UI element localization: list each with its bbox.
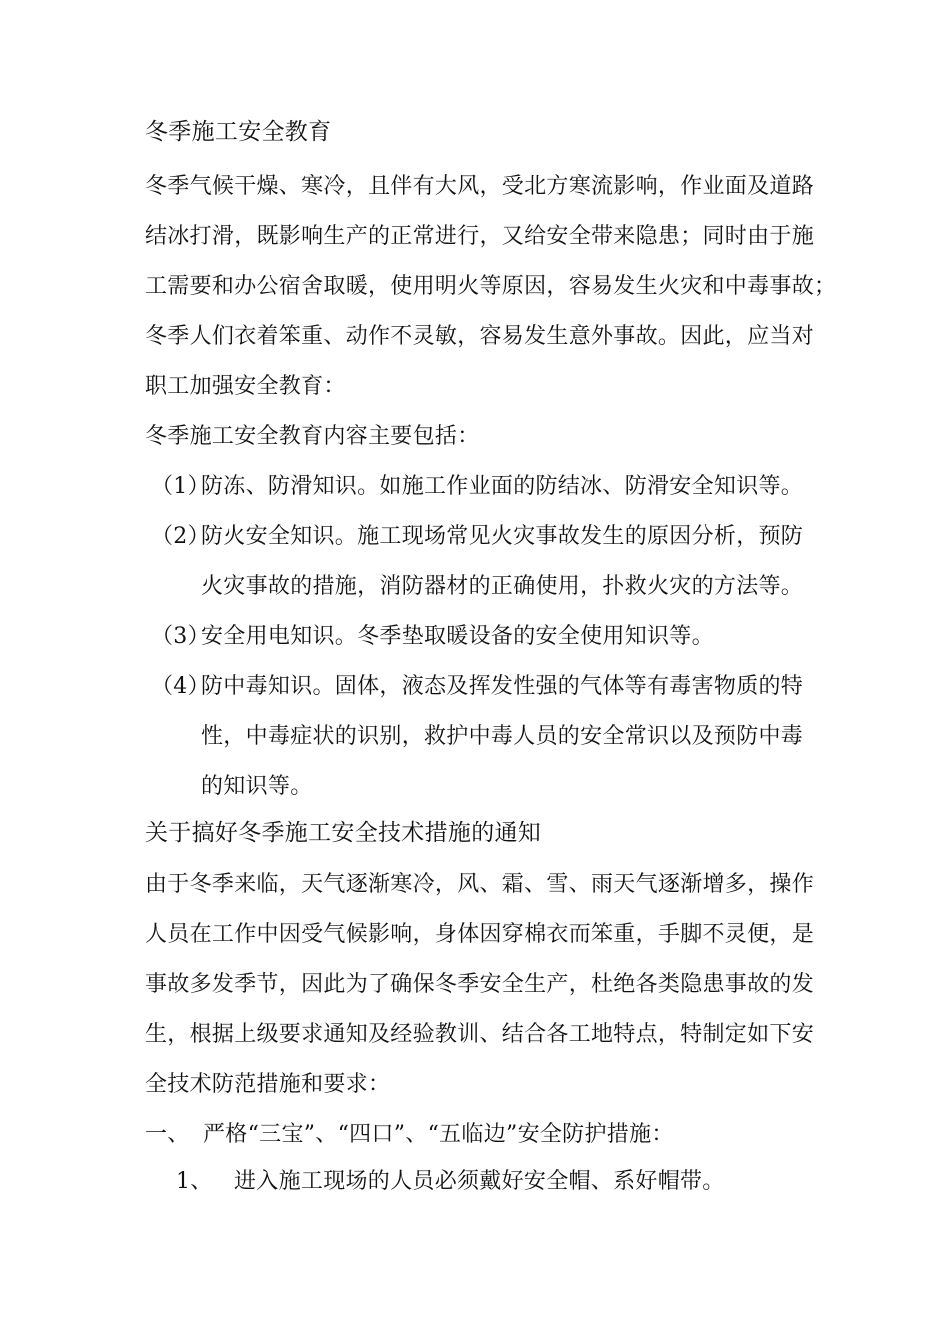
paragraph-line: 冬季气候干燥、寒冷，且伴有大风，受北方寒流影响，作业面及道路 bbox=[145, 174, 815, 199]
list-item-number: （4） bbox=[151, 674, 210, 699]
paragraph-line: 工需要和办公宿舍取暖，使用明火等原因，容易发生火灾和中毒事故； bbox=[145, 274, 837, 299]
list-item bbox=[151, 472, 810, 502]
paragraph-line: 结冰打滑，既影响生产的正常进行，又给安全带来隐患；同时由于施 bbox=[145, 224, 815, 249]
list-item-continuation: 性，中毒症状的识别，救护中毒人员的安全常识以及预防中毒 bbox=[201, 724, 804, 749]
list-item-continuation: 火灾事故的措施，消防器材的正确使用，扑救火灾的方法等。 bbox=[201, 574, 804, 599]
paragraph-line: 冬季人们衣着笨重、动作不灵敏，容易发生意外事故。因此，应当对 bbox=[145, 324, 815, 349]
content-intro: 冬季施工安全教育内容主要包括： bbox=[145, 424, 480, 449]
list-item-text: 防火安全知识。施工现场常见火灾事故发生的原因分析，预防 bbox=[201, 524, 804, 549]
list-item bbox=[151, 622, 810, 652]
list-item-number: （2） bbox=[151, 524, 210, 549]
numbered-item-number: 1、 bbox=[176, 1169, 213, 1194]
paragraph-line: 全技术防范措施和要求： bbox=[145, 1072, 391, 1097]
paragraph-line: 人员在工作中因受气候影响，身体因穿棉衣而笨重，手脚不灵便，是 bbox=[145, 922, 815, 947]
list-item-number: （1） bbox=[151, 474, 210, 499]
paragraph-line: 事故多发季节，因此为了确保冬季安全生产，杜绝各类隐患事故的发 bbox=[145, 972, 815, 997]
paragraph-line: 生，根据上级要求通知及经验教训、结合各工地特点，特制定如下安 bbox=[145, 1022, 815, 1047]
subsection-label: 严格“三宝”、“四口”、“五临边”安全防护措施： bbox=[203, 1122, 674, 1147]
paragraph-line: 由于冬季来临，天气逐渐寒冷，风、霜、雪、雨天气逐渐增多，操作 bbox=[145, 872, 815, 897]
numbered-item-text: 进入施工现场的人员必须戴好安全帽、系好帽带。 bbox=[234, 1169, 725, 1194]
list-item bbox=[151, 672, 810, 702]
list-item-text: 安全用电知识。冬季垫取暖设备的安全使用知识等。 bbox=[201, 624, 714, 649]
subsection-heading bbox=[145, 1120, 810, 1150]
section-title: 关于搞好冬季施工安全技术措施的通知 bbox=[145, 820, 542, 846]
paragraph-line: 职工加强安全教育： bbox=[145, 374, 346, 399]
list-item-number: （3） bbox=[151, 624, 210, 649]
list-item-text: 防冻、防滑知识。如施工作业面的防结冰、防滑安全知识等。 bbox=[201, 474, 804, 499]
list-item bbox=[151, 522, 810, 552]
section-title: 冬季施工安全教育 bbox=[145, 119, 332, 145]
subsection-number: 一、 bbox=[145, 1122, 190, 1147]
list-item-text: 防中毒知识。固体，液态及挥发性强的气体等有毒害物质的特 bbox=[201, 674, 804, 699]
numbered-item bbox=[176, 1167, 810, 1197]
list-item-continuation: 的知识等。 bbox=[201, 774, 313, 799]
